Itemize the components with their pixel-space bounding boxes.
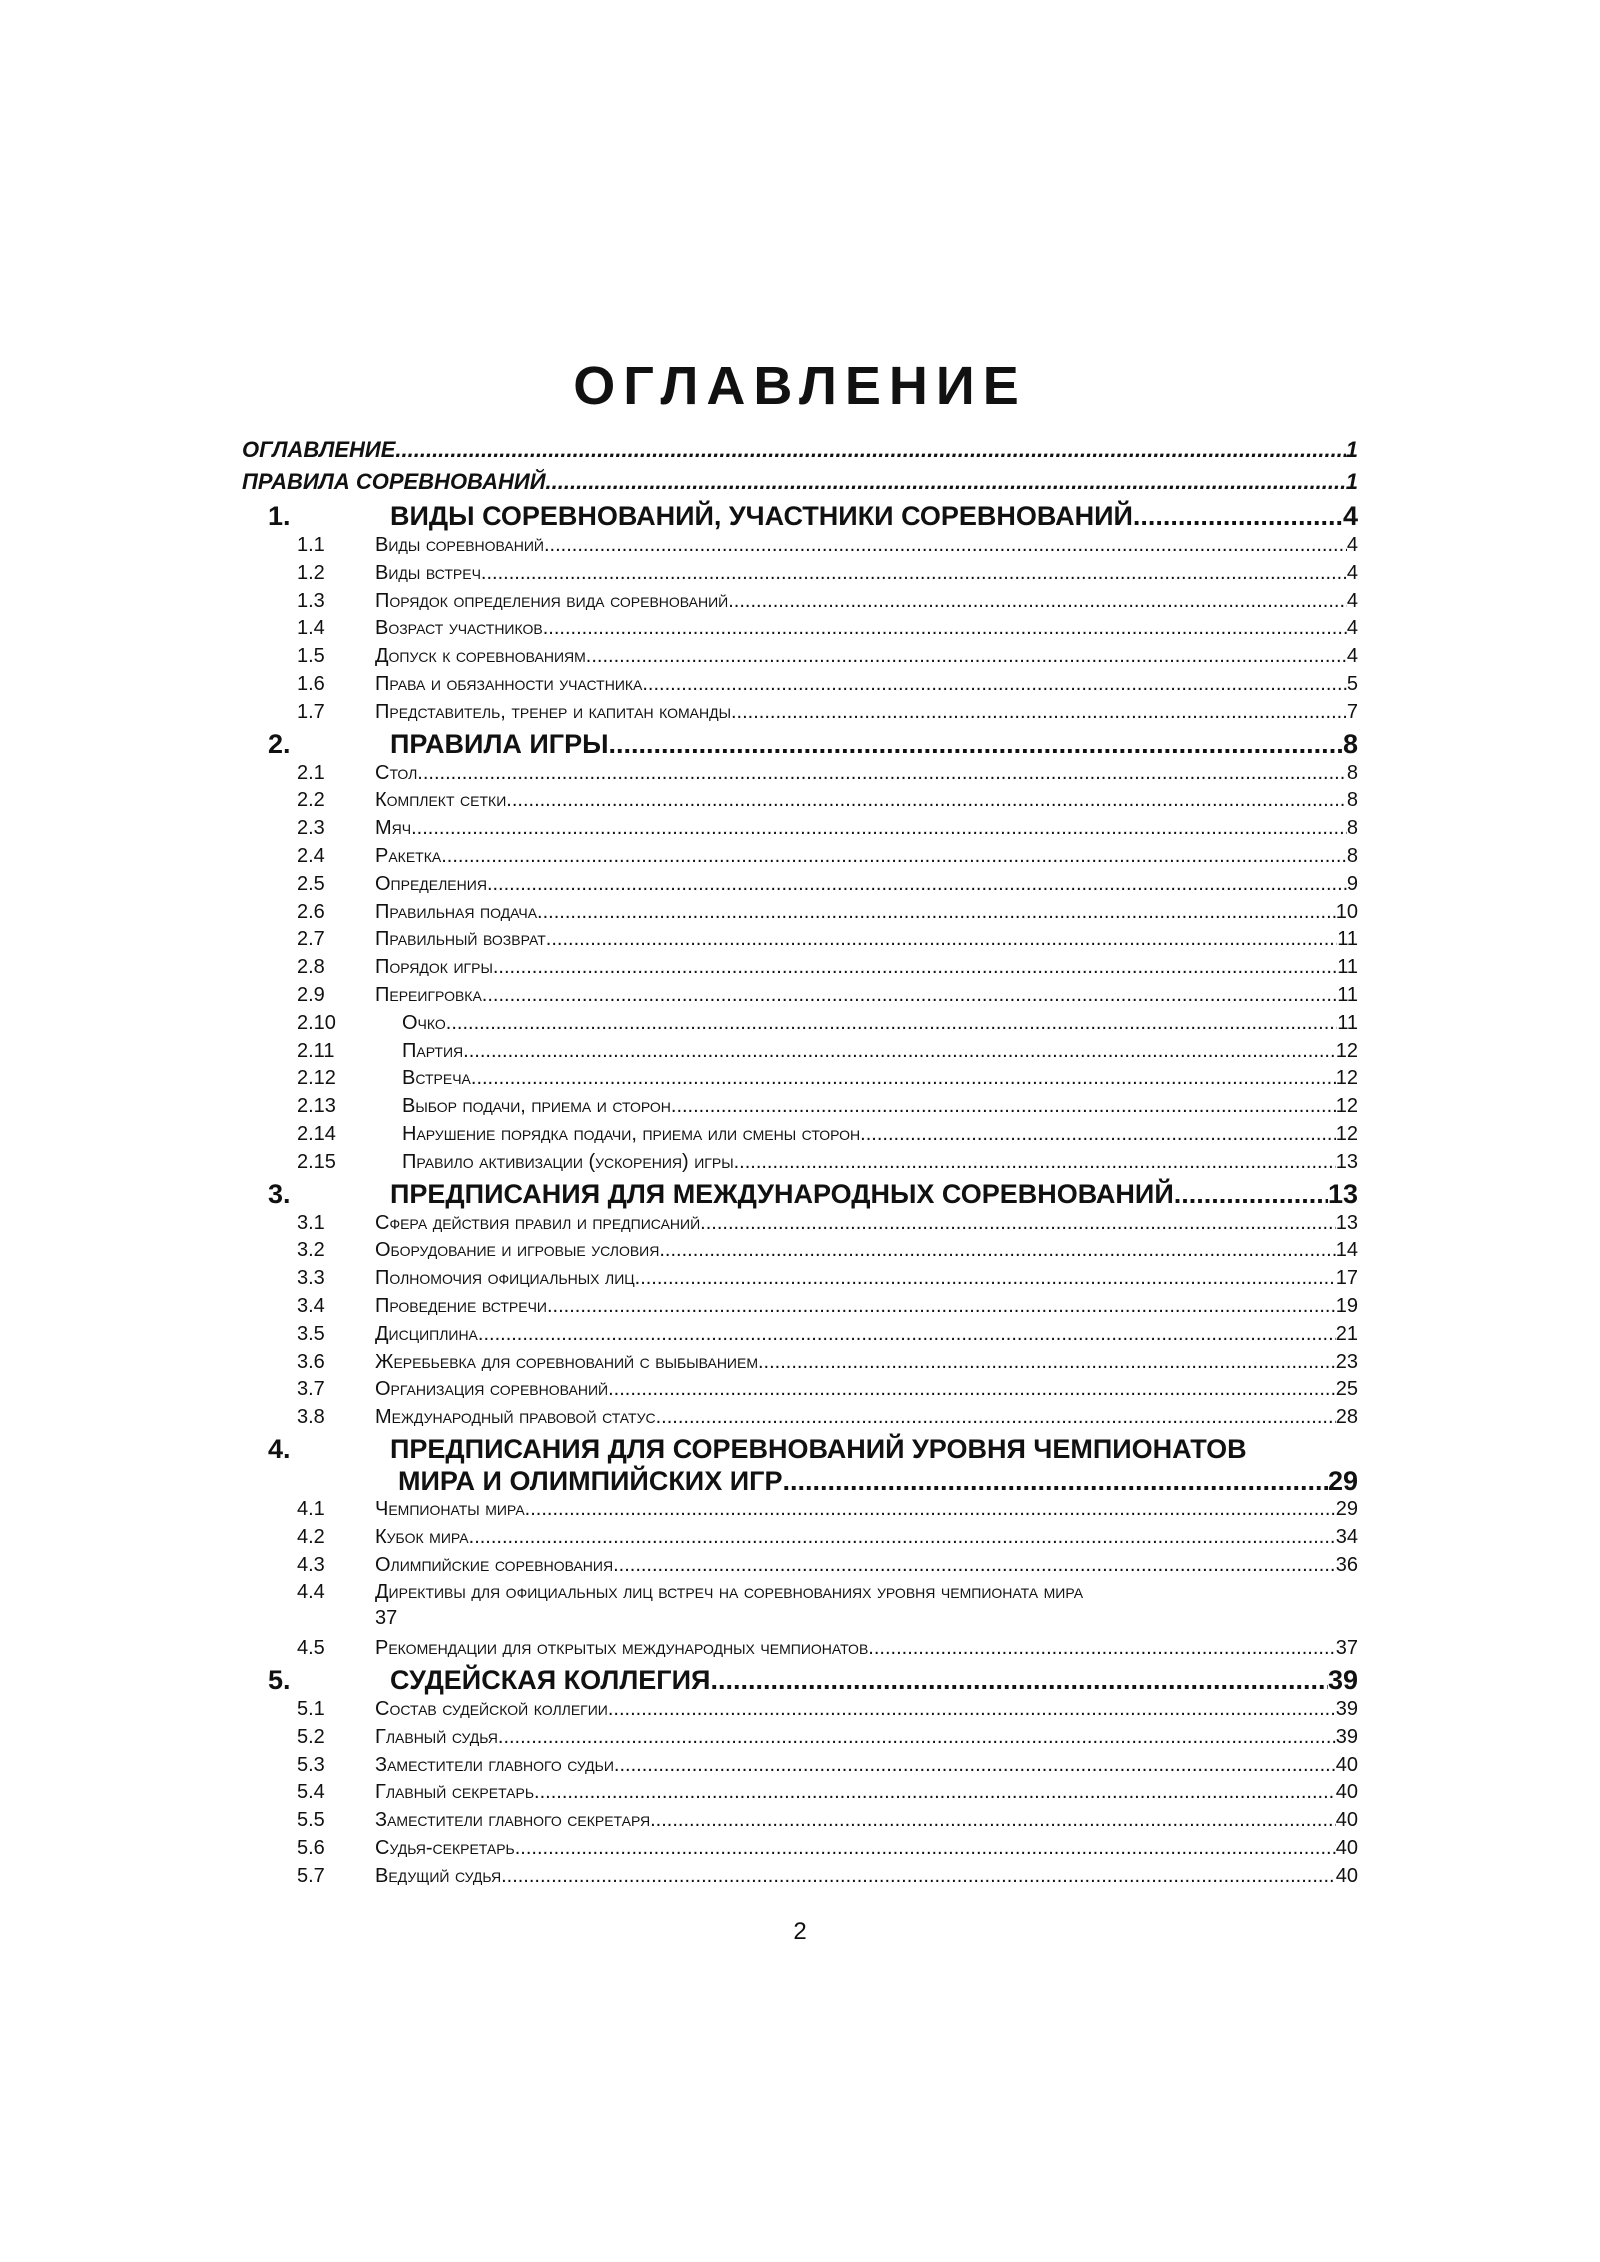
toc-leader-dots [487,873,1347,896]
toc-page-number: 4 [1346,645,1358,668]
toc-page-number: 39 [1335,1698,1358,1721]
toc-entry-number: 2.15 [297,1150,336,1173]
toc-entry-number: 4.1 [297,1497,325,1520]
toc-entry-title: Организация соревнований [375,1378,609,1401]
toc-section-entry[interactable] [242,1267,1358,1295]
toc-section-entry[interactable] [242,1554,1358,1582]
toc-entry-title: МИРА И ОЛИМПИЙСКИХ ИГР [398,1465,783,1496]
toc-entry-title: Оборудование и игровые условия [375,1239,660,1262]
toc-entry-number: 3.8 [297,1406,325,1429]
toc-leader-dots [534,1781,1336,1804]
toc-chapter-entry[interactable] [242,1179,1358,1212]
toc-leader-dots [671,1095,1336,1118]
toc-page-number: 5 [1346,672,1358,695]
toc-leader-dots [515,1837,1336,1860]
toc-leader-dots [446,1012,1337,1035]
toc-page-number: 36 [1335,1553,1358,1576]
toc-leader-dots [860,1123,1336,1146]
toc-leader-dots [782,1466,1328,1497]
toc-entry-title: Директивы для официальных лиц встреч на соревнованиях уровня чемпионата мира [375,1581,1084,1604]
toc-entry-number: 4.4 [297,1581,325,1604]
toc-page-number: 8 [1346,817,1358,840]
toc-entry-title: Заместители главного секретаря [375,1809,651,1832]
toc-entry-title: Переигровка [375,983,482,1006]
toc-page-number: 29 [1327,1465,1358,1496]
toc-entry-title: Выбор подачи, приема и сторон [402,1095,671,1118]
toc-entry-title: Возраст участников [375,617,543,640]
toc-leader-dots [498,1726,1336,1749]
toc-leader-dots [635,1267,1336,1290]
toc-entry-title: Чемпионаты мира [375,1497,525,1520]
toc-entry-number: 2. [268,728,291,759]
toc-page-number: 23 [1335,1350,1358,1373]
toc-section-entry[interactable] [242,1123,1358,1151]
toc-entry-title: Рекомендации для открытых международных чемпионатов [375,1637,869,1660]
toc-section-entry[interactable] [242,1095,1358,1123]
toc-page-number: 13 [1335,1150,1358,1173]
toc-entry-number: 5.3 [297,1753,325,1776]
toc-page-number: 29 [1335,1497,1358,1520]
toc-entry-number: 2.14 [297,1122,336,1145]
toc-section-entry[interactable] [242,1378,1358,1406]
toc-page-number: 12 [1335,1039,1358,1062]
toc-section-entry[interactable] [242,562,1358,590]
toc-leader-dots [463,1040,1336,1063]
toc-section-entry[interactable] [242,1865,1358,1893]
toc-page-number: 28 [1335,1406,1358,1429]
toc-page-number: 4 [1346,561,1358,584]
toc-entry-title: ПРАВИЛА СОРЕВНОВАНИЙ [242,469,546,494]
toc-entry-number: 1.7 [297,700,325,723]
toc-page-number: 19 [1335,1294,1358,1317]
toc-page-number: 8 [1346,761,1358,784]
toc-entry-title: Представитель, тренер и капитан команды [375,700,731,723]
toc-entry-title: Олимпийские соревнования [375,1553,614,1576]
toc-page-number: 4 [1346,617,1358,640]
toc-leader-dots [608,1378,1336,1401]
toc-entry-title: СУДЕЙСКАЯ КОЛЛЕГИЯ [390,1665,711,1696]
toc-entry-title: Партия [402,1039,464,1062]
toc-page-number: 7 [1346,700,1358,723]
toc-page-number: 37 [375,1607,398,1630]
toc-section-entry[interactable] [242,1406,1358,1434]
toc-section-entry[interactable] [242,1239,1358,1267]
toc-entry-number: 3. [268,1178,291,1209]
toc-chapter-entry[interactable] [242,501,1358,534]
toc-section-entry[interactable] [242,1698,1358,1726]
toc-leader-dots [650,1809,1336,1832]
toc-entry-title: Жеребьевка для соревнований с выбыванием [375,1350,758,1373]
toc-entry-number: 5.4 [297,1781,325,1804]
toc-entry-number: 5.1 [297,1698,325,1721]
toc-page-number: 25 [1335,1378,1358,1401]
toc-leader-dots [441,845,1347,868]
toc-section-entry[interactable] [242,1151,1358,1179]
toc-top-entry[interactable] [242,469,1358,501]
toc-leader-dots [728,590,1347,613]
toc-entry-number: 4.2 [297,1525,325,1548]
toc-section-entry[interactable] [242,701,1358,729]
toc-entry-number: 2.7 [297,928,325,951]
toc-leader-dots [525,1498,1336,1521]
toc-section-entry[interactable] [242,901,1358,929]
page-title: ОГЛАВЛЕНИЕ [573,356,1027,416]
toc-section-entry[interactable] [242,1212,1358,1240]
toc-entry-number: 3.1 [297,1211,325,1234]
toc-leader-dots [700,1212,1336,1235]
toc-entry-number: 4.3 [297,1553,325,1576]
toc-entry-number: 2.5 [297,872,325,895]
toc-entry-title: Встреча [402,1067,471,1090]
toc-entry-number: 1.6 [297,672,325,695]
toc-entry-number: 5.5 [297,1809,325,1832]
toc-section-entry[interactable] [242,928,1358,956]
toc-entry-title: Полномочия официальных лиц [375,1267,635,1290]
toc-entry-title: ПРЕДПИСАНИЯ ДЛЯ СОРЕВНОВАНИЙ УРОВНЯ ЧЕМПИОНАТОВ [390,1433,1247,1464]
toc-entry-number: 2.8 [297,956,325,979]
toc-entry-number: 2.11 [297,1039,335,1062]
toc-leader-dots [417,762,1347,785]
toc-entry-number: 1.1 [297,534,325,556]
toc-entry-title: Дисциплина [375,1322,478,1345]
toc-leader-dots [609,729,1343,760]
toc-leader-dots [547,1295,1336,1318]
toc-leader-dots [546,469,1346,495]
toc-leader-dots [501,1865,1336,1888]
toc-entry-number: 3.2 [297,1239,325,1262]
toc-entry-title: Стол [375,761,418,784]
toc-entry-title: Правильная подача [375,900,538,923]
toc-section-entry[interactable] [242,984,1358,1012]
toc-entry-title: Права и обязанности участника [375,672,643,695]
toc-section-entry[interactable] [242,534,1358,562]
toc-leader-dots [1133,501,1343,532]
toc-entry-number: 2.3 [297,817,325,840]
toc-entry-title: Допуск к соревнованиям [375,645,586,668]
toc-section-entry[interactable] [242,590,1358,618]
toc-entry-title: ВИДЫ СОРЕВНОВАНИЙ, УЧАСТНИКИ СОРЕВНОВАНИЙ [390,501,1133,531]
toc-entry-number: 5.2 [297,1725,325,1748]
toc-leader-dots [411,817,1347,840]
toc-page-number: 12 [1335,1067,1358,1090]
toc-page-number: 13 [1327,1178,1358,1209]
toc-entry-number: 2.2 [297,789,325,812]
toc-entry-number: 2.10 [297,1011,336,1034]
toc-top-entry[interactable] [242,437,1358,469]
toc-leader-dots [471,1067,1336,1090]
toc-entry-number: 2.6 [297,900,325,923]
toc-section-entry[interactable] [242,845,1358,873]
toc-entry-continuation [390,1466,1358,1497]
toc-leader-dots [506,789,1347,812]
toc-leader-dots [395,437,1345,463]
toc-leader-dots [546,928,1337,951]
toc-entry-title: Главный судья [375,1725,498,1748]
toc-entry-number: 2.12 [297,1067,336,1090]
toc-entry-number: 1.4 [297,617,325,640]
toc-leader-dots [493,956,1337,979]
toc-leader-dots [659,1239,1335,1262]
toc-leader-dots [758,1351,1336,1374]
toc-page-number: 4 [1346,534,1358,556]
toc-entry-title: Порядок определения вида соревнований [375,589,729,612]
toc-section-entry[interactable] [242,1040,1358,1068]
toc-entry-number: 3.4 [297,1294,325,1317]
toc-page-number: 17 [1335,1267,1358,1290]
toc-section-entry[interactable] [242,1637,1358,1665]
toc-page-number: 40 [1335,1753,1358,1776]
toc-leader-dots [731,701,1347,724]
toc-entry-number: 4. [268,1433,291,1464]
toc-entry-title: ПРЕДПИСАНИЯ ДЛЯ МЕЖДУНАРОДНЫХ СОРЕВНОВАНИЙ [390,1178,1174,1209]
toc-page-number: 37 [1335,1637,1358,1660]
toc-page-number: 21 [1335,1322,1358,1345]
toc-entry-number: 2.13 [297,1095,336,1118]
toc-section-entry[interactable] [242,1809,1358,1837]
toc-page-number: 11 [1337,983,1358,1006]
toc-section-entry[interactable] [242,673,1358,701]
toc-page-number: 11 [1337,1011,1358,1034]
toc-entry-number: 1. [268,501,291,531]
toc-page-number: 8 [1346,789,1358,812]
toc-page-number: 12 [1335,1095,1358,1118]
toc-chapter-entry[interactable] [242,1665,1358,1698]
toc-entry-title: Судья-секретарь [375,1837,515,1860]
toc-leader-dots [543,617,1347,640]
toc-entry-title: Определения [375,872,487,895]
toc-entry-number: 3.7 [297,1378,325,1401]
toc-page-number: 1 [1345,469,1358,494]
toc-section-entry[interactable] [242,1837,1358,1865]
toc-chapter-entry[interactable] [242,1434,1358,1498]
toc-page-number: 8 [1346,844,1358,867]
toc-section-entry[interactable] [242,817,1358,845]
toc-leader-dots [614,1754,1336,1777]
toc-leader-dots [544,534,1347,557]
toc-page-number: 4 [1346,589,1358,612]
toc-entry-number: 5. [268,1665,291,1696]
toc-section-entry[interactable] [242,956,1358,984]
toc-entry-number: 1.3 [297,589,325,612]
toc-entry-title: Ведущий судья [375,1864,502,1887]
toc-entry-number: 2.9 [297,983,325,1006]
toc-leader-dots [482,984,1337,1007]
toc-entry-title: Заместители главного судьи [375,1753,614,1776]
toc-entry-title: Виды встреч [375,561,481,584]
toc-section-entry[interactable] [242,789,1358,817]
toc-leader-dots [710,1665,1328,1696]
toc-section-entry[interactable] [242,1526,1358,1554]
toc-page-number: 11 [1337,956,1358,979]
toc-entry-number: 1.2 [297,561,325,584]
toc-section-entry[interactable] [242,873,1358,901]
toc-entry-title: Проведение встречи [375,1294,547,1317]
toc-entry-title: Очко [402,1011,446,1034]
toc-entry-number: 5.7 [297,1864,325,1887]
toc-entry-number: 3.3 [297,1267,325,1290]
toc-leader-dots [734,1151,1336,1174]
toc-section-entry[interactable] [242,762,1358,790]
toc-entry-title: Состав судейской коллегии [375,1698,608,1721]
toc-leader-dots [537,901,1336,924]
toc-entry-title: Правило активизации (ускорения) игры [402,1150,734,1173]
toc-leader-dots [868,1637,1335,1660]
toc-section-entry[interactable] [242,617,1358,645]
toc-entry-title: ОГЛАВЛЕНИЕ [242,437,396,462]
toc-page-number: 34 [1335,1525,1358,1548]
toc-page-number: 13 [1335,1211,1358,1234]
toc-leader-dots [642,673,1347,696]
toc-leader-dots [656,1406,1336,1429]
toc-entry-title: Правильный возврат [375,928,546,951]
toc-page-number: 39 [1327,1665,1358,1696]
toc-entry-number: 3.6 [297,1350,325,1373]
toc-leader-dots [613,1554,1336,1577]
toc-leader-dots [1174,1179,1328,1210]
toc-entry-title: Виды соревнований [375,534,544,556]
toc-section-entry[interactable] [242,1295,1358,1323]
toc-page-number: 40 [1335,1781,1358,1804]
table-of-contents [242,437,1358,1893]
toc-leader-dots [481,562,1347,585]
toc-page-number: 11 [1337,928,1358,951]
toc-entry-title: Порядок игры [375,956,493,979]
toc-section-entry[interactable] [242,645,1358,673]
toc-page-number: 10 [1335,900,1358,923]
toc-leader-dots [469,1526,1336,1549]
page-number: 2 [793,1918,807,1945]
toc-section-entry[interactable] [242,1012,1358,1040]
toc-section-entry[interactable] [242,1781,1358,1809]
toc-page-number: 14 [1335,1239,1358,1262]
toc-section-entry[interactable] [242,1581,1358,1637]
toc-entry-number: 3.5 [297,1322,325,1345]
toc-page-number: 8 [1342,728,1358,759]
toc-page-number: 40 [1335,1837,1358,1860]
toc-section-entry[interactable] [242,1351,1358,1379]
toc-leader-dots [586,645,1347,668]
toc-entry-title: ПРАВИЛА ИГРЫ [390,728,609,759]
toc-leader-dots [478,1323,1336,1346]
toc-section-entry[interactable] [242,1754,1358,1782]
toc-page-number: 4 [1342,501,1358,531]
toc-entry-title: Главный секретарь [375,1781,535,1804]
toc-entry-number: 2.1 [297,761,325,784]
toc-page-number: 40 [1335,1864,1358,1887]
toc-entry-title: Сфера действия правил и предписаний [375,1211,701,1234]
toc-entry-title: Кубок мира [375,1525,469,1548]
toc-entry-title: Комплект сетки [375,789,507,812]
toc-section-entry[interactable] [242,1067,1358,1095]
toc-page-number: 1 [1345,437,1358,462]
toc-entry-title: Международный правовой статус [375,1406,656,1429]
toc-section-entry[interactable] [242,1498,1358,1526]
toc-section-entry[interactable] [242,1726,1358,1754]
toc-chapter-entry[interactable] [242,729,1358,762]
toc-page-number: 12 [1335,1122,1358,1145]
toc-entry-number: 2.4 [297,844,325,867]
toc-section-entry[interactable] [242,1323,1358,1351]
toc-page-number: 39 [1335,1725,1358,1748]
toc-page-number: 9 [1346,872,1358,895]
toc-entry-number: 1.5 [297,645,325,668]
toc-entry-title: Мяч [375,817,412,840]
toc-entry-title: Ракетка [375,844,442,867]
toc-leader-dots [608,1698,1336,1721]
toc-page-number: 40 [1335,1809,1358,1832]
toc-entry-number: 5.6 [297,1837,325,1860]
toc-entry-title: Нарушение порядка подачи, приема или смены сторон [402,1122,861,1145]
toc-entry-number: 4.5 [297,1637,325,1660]
